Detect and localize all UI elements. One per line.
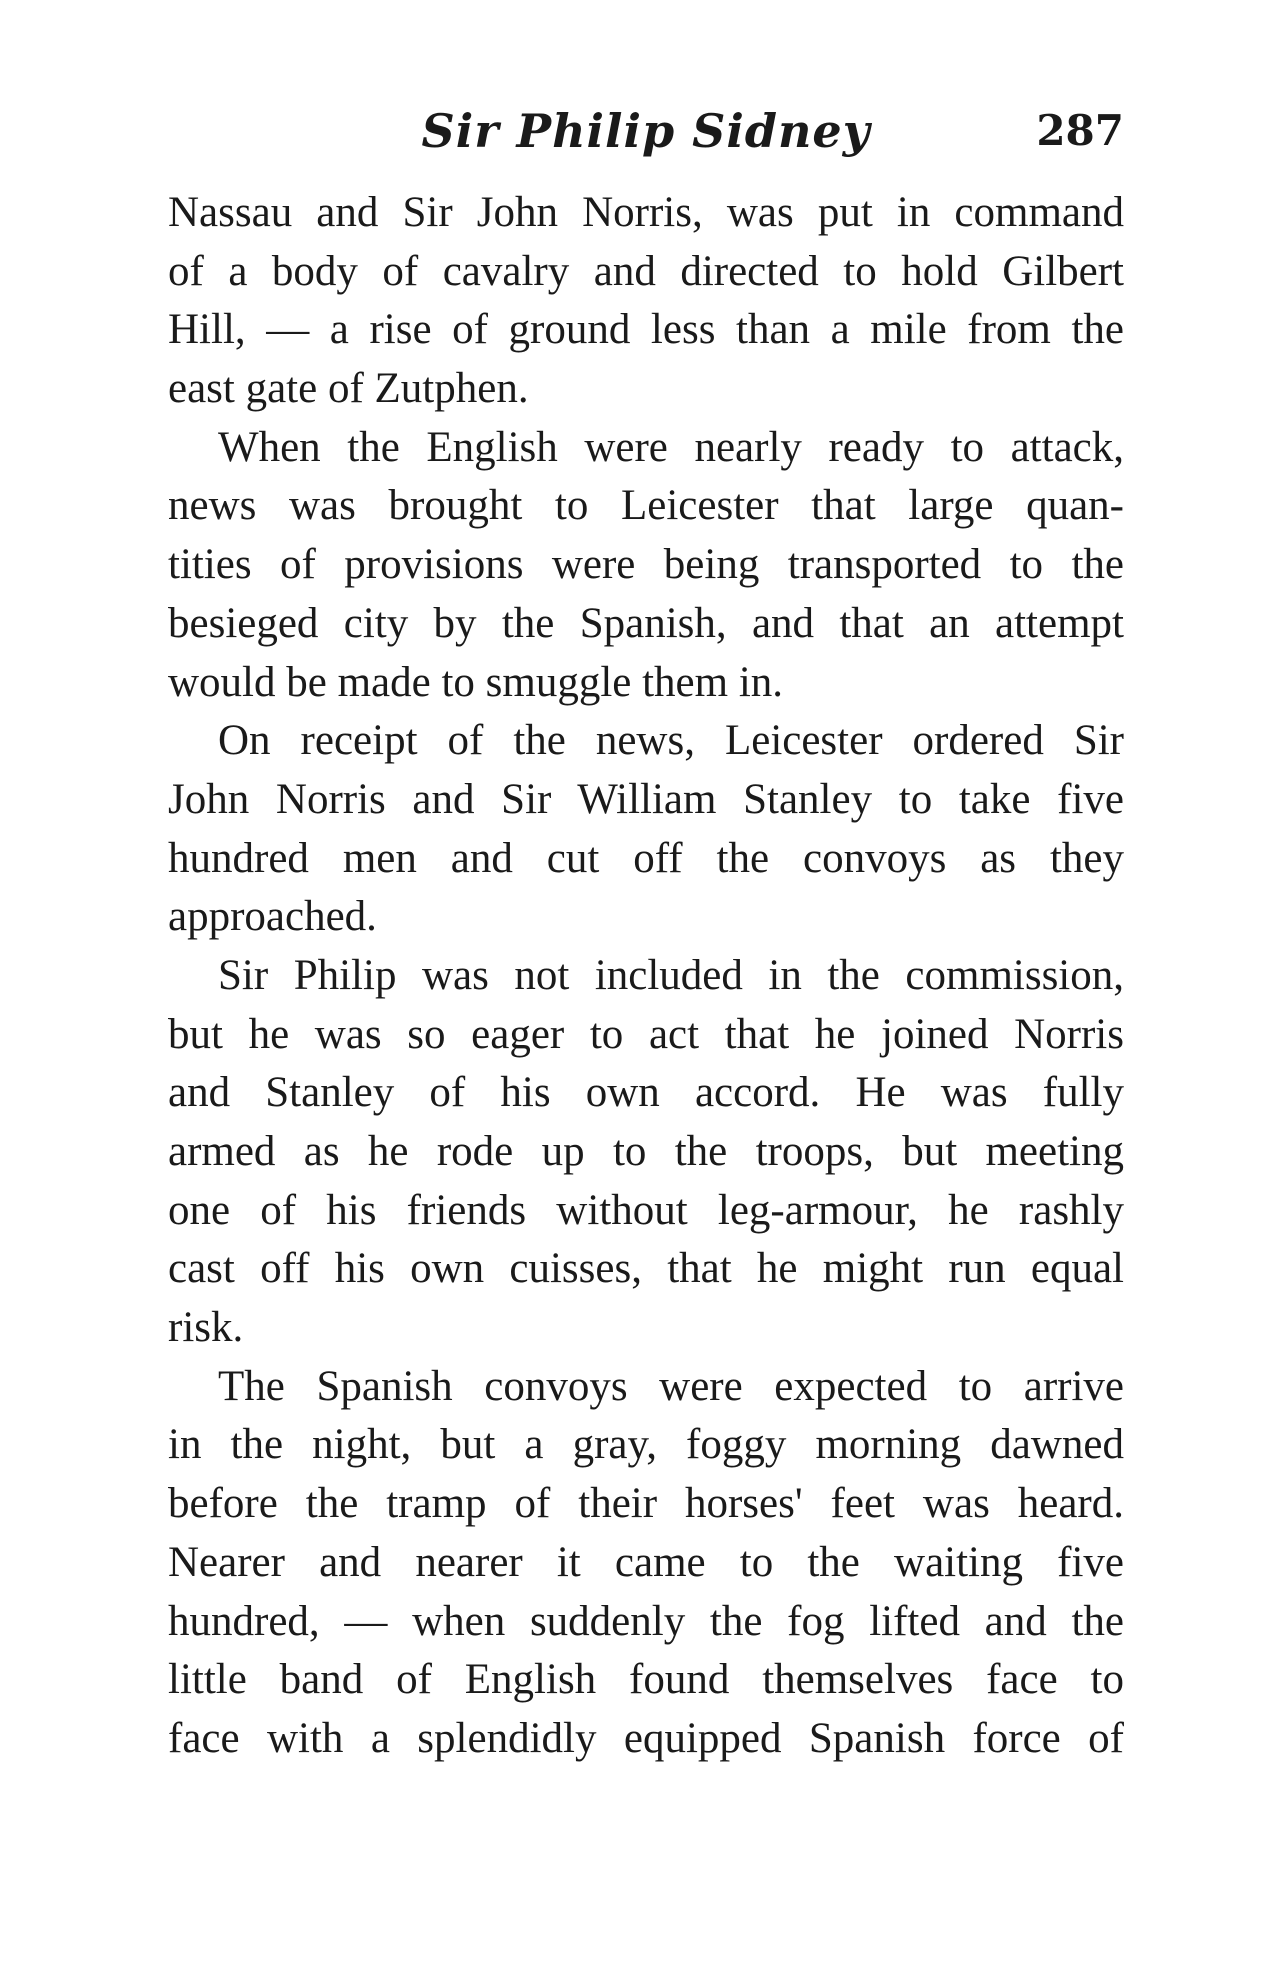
text-line: one of his friends without leg-armour, he rashly — [168, 1186, 1124, 1234]
text-line: Sir Philip was not included in the commission, — [218, 951, 1124, 999]
text-line: On receipt of the news, Leicester ordered Sir — [218, 717, 1124, 765]
text-line: The Spanish convoys were expected to arrive — [218, 1362, 1124, 1410]
text-line: east gate of Zutphen. — [168, 365, 529, 413]
text-line: and Stanley of his own accord. He was fully — [168, 1069, 1124, 1117]
text-line: risk. — [168, 1304, 244, 1352]
body-text — [168, 184, 1124, 1769]
text-line: Hill, — a rise of ground less than a mile from the — [168, 306, 1124, 354]
text-line: besieged city by the Spanish, and that an attempt — [168, 599, 1124, 647]
running-head — [168, 96, 1124, 166]
text-line: in the night, but a gray, foggy morning dawned — [168, 1421, 1124, 1469]
text-line: When the English were nearly ready to attack, — [218, 423, 1124, 471]
text-line: of a body of cavalry and directed to hold Gilbert — [168, 247, 1124, 295]
text-line: Nearer and nearer it came to the waiting five — [168, 1538, 1124, 1586]
text-line: news was brought to Leicester that large quan- — [168, 482, 1124, 530]
text-line: armed as he rode up to the troops, but meeting — [168, 1128, 1124, 1175]
text-line: tities of provisions were being transported to the — [168, 541, 1124, 589]
text-line: hundred, — when suddenly the fog lifted and the — [168, 1597, 1124, 1645]
text-line: Nassau and Sir John Norris, was put in command — [168, 189, 1124, 236]
text-line: would be made to smuggle them in. — [168, 658, 784, 706]
text-line: face with a splendidly equipped Spanish force of — [168, 1714, 1124, 1762]
text-line: approached. — [168, 893, 377, 941]
text-line: cast off his own cuisses, that he might run equal — [168, 1245, 1124, 1293]
text-line: but he was so eager to act that he joined Norris — [168, 1010, 1124, 1058]
text-line: before the tramp of their horses' feet was heard. — [168, 1480, 1124, 1528]
text-line: hundred men and cut off the convoys as they — [168, 834, 1124, 882]
text-line: little band of English found themselves face to — [168, 1656, 1124, 1704]
running-title: Sir Philip Sidney — [421, 104, 871, 158]
page-number: 287 — [1036, 106, 1124, 155]
text-line: John Norris and Sir William Stanley to take five — [168, 775, 1124, 823]
